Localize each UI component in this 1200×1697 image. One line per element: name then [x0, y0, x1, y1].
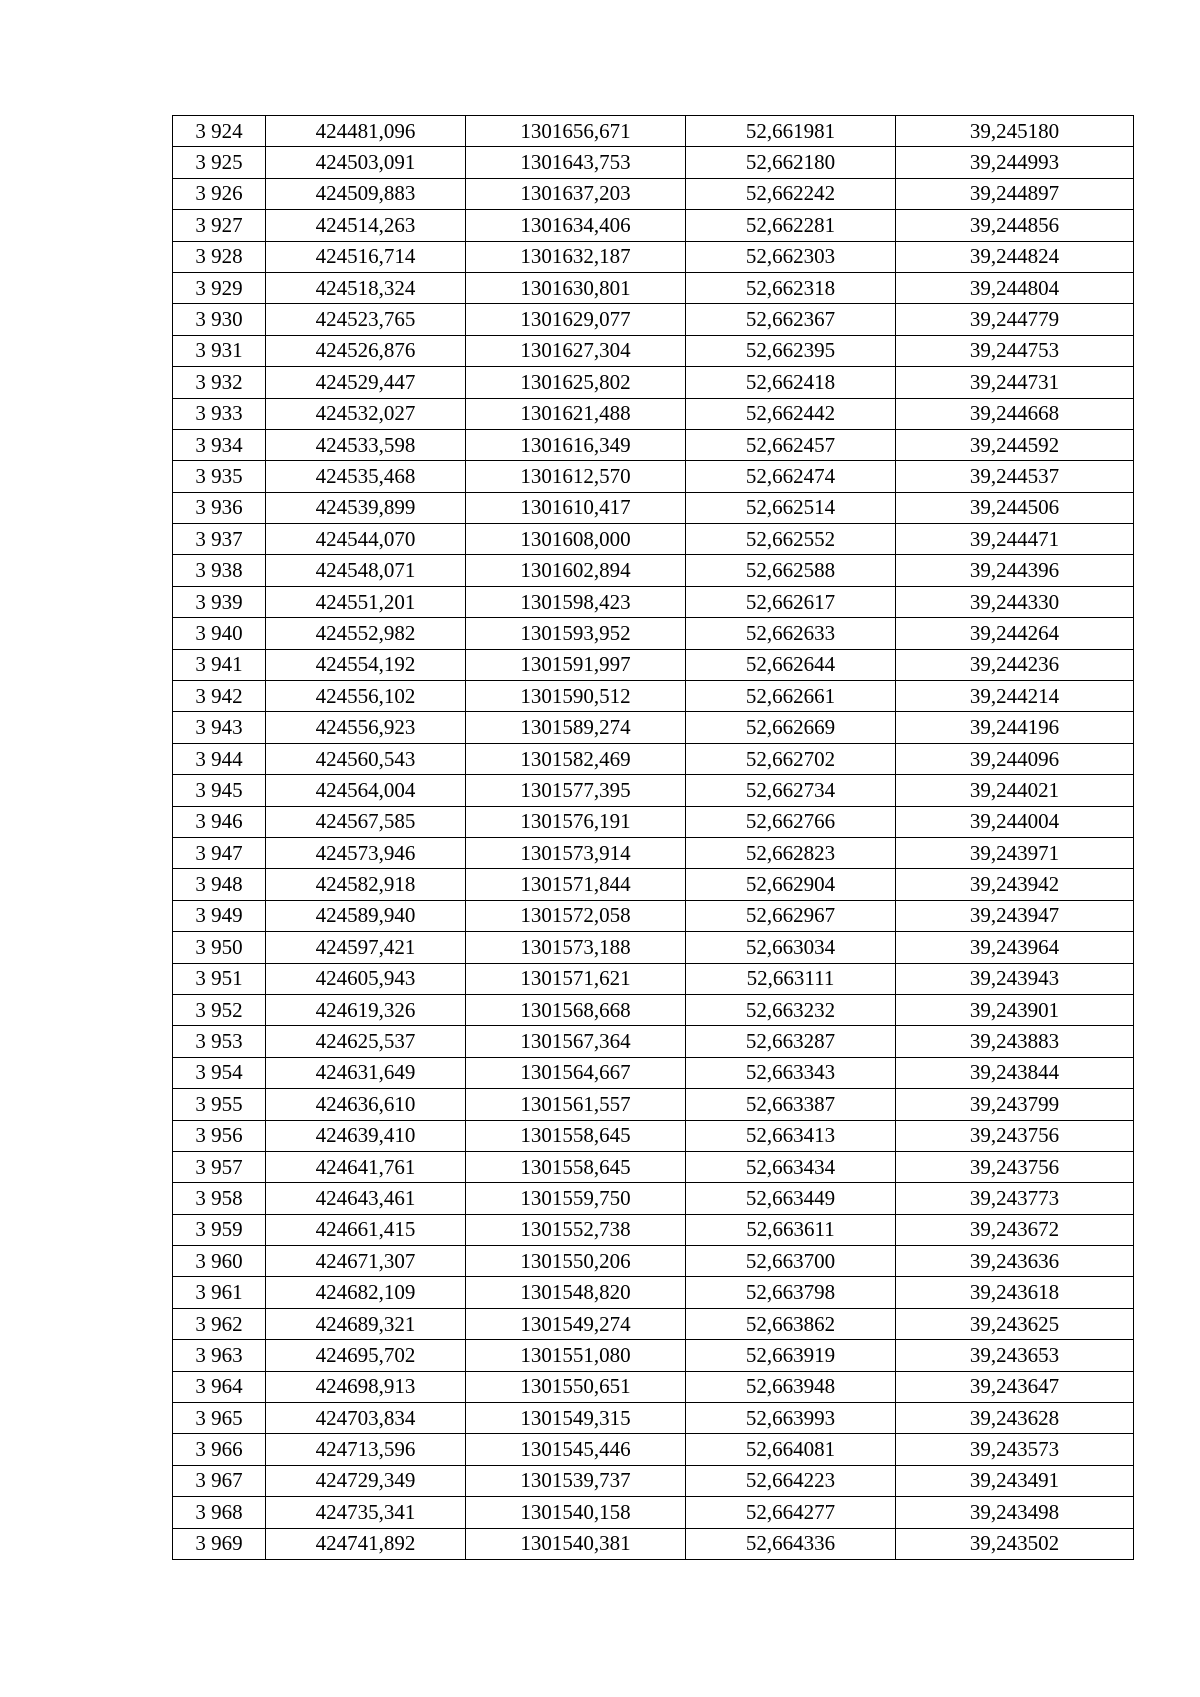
- point-number-cell: 3 959: [173, 1214, 266, 1245]
- y-coordinate-cell: 1301564,667: [466, 1057, 686, 1088]
- y-coordinate-cell: 1301549,274: [466, 1308, 686, 1339]
- latitude-cell: 52,663287: [686, 1026, 896, 1057]
- latitude-cell: 52,662395: [686, 335, 896, 366]
- point-number-cell: 3 947: [173, 837, 266, 868]
- latitude-cell: 52,662303: [686, 241, 896, 272]
- x-coordinate-cell: 424532,027: [266, 398, 466, 429]
- point-number-cell: 3 942: [173, 681, 266, 712]
- point-number-cell: 3 946: [173, 806, 266, 837]
- y-coordinate-cell: 1301576,191: [466, 806, 686, 837]
- longitude-cell: 39,243901: [896, 994, 1134, 1025]
- point-number-cell: 3 939: [173, 586, 266, 617]
- latitude-cell: 52,663413: [686, 1120, 896, 1151]
- x-coordinate-cell: 424548,071: [266, 555, 466, 586]
- x-coordinate-cell: 424514,263: [266, 210, 466, 241]
- longitude-cell: 39,244779: [896, 304, 1134, 335]
- longitude-cell: 39,244592: [896, 429, 1134, 460]
- y-coordinate-cell: 1301610,417: [466, 492, 686, 523]
- longitude-cell: 39,243756: [896, 1151, 1134, 1182]
- x-coordinate-cell: 424671,307: [266, 1246, 466, 1277]
- x-coordinate-cell: 424597,421: [266, 932, 466, 963]
- table-row: [173, 743, 1134, 774]
- longitude-cell: 39,243942: [896, 869, 1134, 900]
- point-number-cell: 3 951: [173, 963, 266, 994]
- longitude-cell: 39,243502: [896, 1528, 1134, 1559]
- table-row: [173, 712, 1134, 743]
- table-row: [173, 681, 1134, 712]
- x-coordinate-cell: 424560,543: [266, 743, 466, 774]
- x-coordinate-cell: 424631,649: [266, 1057, 466, 1088]
- table-row: [173, 1340, 1134, 1371]
- latitude-cell: 52,663434: [686, 1151, 896, 1182]
- table-row: [173, 1528, 1134, 1559]
- latitude-cell: 52,662633: [686, 618, 896, 649]
- coordinates-table-body: [173, 116, 1134, 1560]
- table-row: [173, 272, 1134, 303]
- x-coordinate-cell: 424556,102: [266, 681, 466, 712]
- point-number-cell: 3 936: [173, 492, 266, 523]
- y-coordinate-cell: 1301629,077: [466, 304, 686, 335]
- y-coordinate-cell: 1301593,952: [466, 618, 686, 649]
- x-coordinate-cell: 424567,585: [266, 806, 466, 837]
- y-coordinate-cell: 1301621,488: [466, 398, 686, 429]
- point-number-cell: 3 965: [173, 1403, 266, 1434]
- x-coordinate-cell: 424552,982: [266, 618, 466, 649]
- x-coordinate-cell: 424619,326: [266, 994, 466, 1025]
- point-number-cell: 3 961: [173, 1277, 266, 1308]
- table-row: [173, 994, 1134, 1025]
- point-number-cell: 3 966: [173, 1434, 266, 1465]
- longitude-cell: 39,245180: [896, 116, 1134, 147]
- y-coordinate-cell: 1301552,738: [466, 1214, 686, 1245]
- x-coordinate-cell: 424544,070: [266, 524, 466, 555]
- latitude-cell: 52,662180: [686, 147, 896, 178]
- longitude-cell: 39,243653: [896, 1340, 1134, 1371]
- x-coordinate-cell: 424533,598: [266, 429, 466, 460]
- y-coordinate-cell: 1301612,570: [466, 461, 686, 492]
- x-coordinate-cell: 424503,091: [266, 147, 466, 178]
- point-number-cell: 3 935: [173, 461, 266, 492]
- y-coordinate-cell: 1301602,894: [466, 555, 686, 586]
- x-coordinate-cell: 424554,192: [266, 649, 466, 680]
- table-row: [173, 524, 1134, 555]
- table-row: [173, 932, 1134, 963]
- latitude-cell: 52,663034: [686, 932, 896, 963]
- x-coordinate-cell: 424661,415: [266, 1214, 466, 1245]
- point-number-cell: 3 928: [173, 241, 266, 272]
- table-row: [173, 178, 1134, 209]
- longitude-cell: 39,244004: [896, 806, 1134, 837]
- point-number-cell: 3 945: [173, 775, 266, 806]
- latitude-cell: 52,663343: [686, 1057, 896, 1088]
- point-number-cell: 3 969: [173, 1528, 266, 1559]
- latitude-cell: 52,662702: [686, 743, 896, 774]
- y-coordinate-cell: 1301625,802: [466, 367, 686, 398]
- table-row: [173, 1308, 1134, 1339]
- x-coordinate-cell: 424698,913: [266, 1371, 466, 1402]
- x-coordinate-cell: 424703,834: [266, 1403, 466, 1434]
- y-coordinate-cell: 1301559,750: [466, 1183, 686, 1214]
- longitude-cell: 39,244021: [896, 775, 1134, 806]
- latitude-cell: 52,663948: [686, 1371, 896, 1402]
- table-row: [173, 335, 1134, 366]
- y-coordinate-cell: 1301558,645: [466, 1151, 686, 1182]
- x-coordinate-cell: 424529,447: [266, 367, 466, 398]
- point-number-cell: 3 930: [173, 304, 266, 335]
- longitude-cell: 39,244264: [896, 618, 1134, 649]
- x-coordinate-cell: 424526,876: [266, 335, 466, 366]
- latitude-cell: 52,662661: [686, 681, 896, 712]
- y-coordinate-cell: 1301590,512: [466, 681, 686, 712]
- longitude-cell: 39,243844: [896, 1057, 1134, 1088]
- point-number-cell: 3 940: [173, 618, 266, 649]
- y-coordinate-cell: 1301571,844: [466, 869, 686, 900]
- longitude-cell: 39,243636: [896, 1246, 1134, 1277]
- y-coordinate-cell: 1301582,469: [466, 743, 686, 774]
- latitude-cell: 52,662904: [686, 869, 896, 900]
- latitude-cell: 52,663232: [686, 994, 896, 1025]
- table-row: [173, 1434, 1134, 1465]
- longitude-cell: 39,244731: [896, 367, 1134, 398]
- latitude-cell: 52,662766: [686, 806, 896, 837]
- latitude-cell: 52,662669: [686, 712, 896, 743]
- longitude-cell: 39,244096: [896, 743, 1134, 774]
- table-row: [173, 586, 1134, 617]
- y-coordinate-cell: 1301550,206: [466, 1246, 686, 1277]
- y-coordinate-cell: 1301561,557: [466, 1089, 686, 1120]
- x-coordinate-cell: 424523,765: [266, 304, 466, 335]
- x-coordinate-cell: 424741,892: [266, 1528, 466, 1559]
- latitude-cell: 52,663611: [686, 1214, 896, 1245]
- latitude-cell: 52,662734: [686, 775, 896, 806]
- table-row: [173, 1089, 1134, 1120]
- y-coordinate-cell: 1301630,801: [466, 272, 686, 303]
- longitude-cell: 39,243625: [896, 1308, 1134, 1339]
- table-row: [173, 1151, 1134, 1182]
- x-coordinate-cell: 424689,321: [266, 1308, 466, 1339]
- table-row: [173, 775, 1134, 806]
- table-row: [173, 367, 1134, 398]
- latitude-cell: 52,663862: [686, 1308, 896, 1339]
- y-coordinate-cell: 1301571,621: [466, 963, 686, 994]
- x-coordinate-cell: 424641,761: [266, 1151, 466, 1182]
- longitude-cell: 39,244214: [896, 681, 1134, 712]
- latitude-cell: 52,662318: [686, 272, 896, 303]
- point-number-cell: 3 958: [173, 1183, 266, 1214]
- latitude-cell: 52,662967: [686, 900, 896, 931]
- latitude-cell: 52,662588: [686, 555, 896, 586]
- y-coordinate-cell: 1301549,315: [466, 1403, 686, 1434]
- point-number-cell: 3 925: [173, 147, 266, 178]
- point-number-cell: 3 963: [173, 1340, 266, 1371]
- y-coordinate-cell: 1301591,997: [466, 649, 686, 680]
- longitude-cell: 39,244897: [896, 178, 1134, 209]
- y-coordinate-cell: 1301548,820: [466, 1277, 686, 1308]
- x-coordinate-cell: 424564,004: [266, 775, 466, 806]
- table-row: [173, 963, 1134, 994]
- longitude-cell: 39,244330: [896, 586, 1134, 617]
- longitude-cell: 39,244537: [896, 461, 1134, 492]
- latitude-cell: 52,663111: [686, 963, 896, 994]
- point-number-cell: 3 937: [173, 524, 266, 555]
- latitude-cell: 52,662242: [686, 178, 896, 209]
- longitude-cell: 39,243756: [896, 1120, 1134, 1151]
- table-row: [173, 1403, 1134, 1434]
- point-number-cell: 3 953: [173, 1026, 266, 1057]
- latitude-cell: 52,663387: [686, 1089, 896, 1120]
- longitude-cell: 39,243799: [896, 1089, 1134, 1120]
- latitude-cell: 52,664336: [686, 1528, 896, 1559]
- table-row: [173, 1371, 1134, 1402]
- longitude-cell: 39,243943: [896, 963, 1134, 994]
- table-row: [173, 1465, 1134, 1496]
- longitude-cell: 39,243964: [896, 932, 1134, 963]
- y-coordinate-cell: 1301545,446: [466, 1434, 686, 1465]
- x-coordinate-cell: 424639,410: [266, 1120, 466, 1151]
- table-row: [173, 147, 1134, 178]
- y-coordinate-cell: 1301656,671: [466, 116, 686, 147]
- point-number-cell: 3 968: [173, 1497, 266, 1528]
- latitude-cell: 52,663700: [686, 1246, 896, 1277]
- point-number-cell: 3 924: [173, 116, 266, 147]
- table-row: [173, 618, 1134, 649]
- longitude-cell: 39,243647: [896, 1371, 1134, 1402]
- y-coordinate-cell: 1301567,364: [466, 1026, 686, 1057]
- table-row: [173, 1214, 1134, 1245]
- y-coordinate-cell: 1301643,753: [466, 147, 686, 178]
- latitude-cell: 52,662442: [686, 398, 896, 429]
- latitude-cell: 52,661981: [686, 116, 896, 147]
- y-coordinate-cell: 1301573,914: [466, 837, 686, 868]
- table-row: [173, 1120, 1134, 1151]
- x-coordinate-cell: 424535,468: [266, 461, 466, 492]
- table-row: [173, 900, 1134, 931]
- latitude-cell: 52,662281: [686, 210, 896, 241]
- table-row: [173, 649, 1134, 680]
- longitude-cell: 39,244668: [896, 398, 1134, 429]
- longitude-cell: 39,244236: [896, 649, 1134, 680]
- table-row: [173, 461, 1134, 492]
- table-row: [173, 210, 1134, 241]
- y-coordinate-cell: 1301627,304: [466, 335, 686, 366]
- longitude-cell: 39,243618: [896, 1277, 1134, 1308]
- point-number-cell: 3 933: [173, 398, 266, 429]
- point-number-cell: 3 938: [173, 555, 266, 586]
- x-coordinate-cell: 424682,109: [266, 1277, 466, 1308]
- point-number-cell: 3 949: [173, 900, 266, 931]
- table-row: [173, 806, 1134, 837]
- point-number-cell: 3 934: [173, 429, 266, 460]
- point-number-cell: 3 954: [173, 1057, 266, 1088]
- x-coordinate-cell: 424539,899: [266, 492, 466, 523]
- point-number-cell: 3 952: [173, 994, 266, 1025]
- x-coordinate-cell: 424551,201: [266, 586, 466, 617]
- longitude-cell: 39,243491: [896, 1465, 1134, 1496]
- x-coordinate-cell: 424516,714: [266, 241, 466, 272]
- longitude-cell: 39,244856: [896, 210, 1134, 241]
- point-number-cell: 3 926: [173, 178, 266, 209]
- latitude-cell: 52,664277: [686, 1497, 896, 1528]
- longitude-cell: 39,244196: [896, 712, 1134, 743]
- point-number-cell: 3 955: [173, 1089, 266, 1120]
- longitude-cell: 39,243672: [896, 1214, 1134, 1245]
- longitude-cell: 39,244824: [896, 241, 1134, 272]
- x-coordinate-cell: 424518,324: [266, 272, 466, 303]
- latitude-cell: 52,663993: [686, 1403, 896, 1434]
- longitude-cell: 39,244753: [896, 335, 1134, 366]
- table-row: [173, 241, 1134, 272]
- latitude-cell: 52,664081: [686, 1434, 896, 1465]
- table-row: [173, 1277, 1134, 1308]
- point-number-cell: 3 960: [173, 1246, 266, 1277]
- longitude-cell: 39,243498: [896, 1497, 1134, 1528]
- latitude-cell: 52,663919: [686, 1340, 896, 1371]
- longitude-cell: 39,244993: [896, 147, 1134, 178]
- x-coordinate-cell: 424625,537: [266, 1026, 466, 1057]
- y-coordinate-cell: 1301540,158: [466, 1497, 686, 1528]
- longitude-cell: 39,243947: [896, 900, 1134, 931]
- y-coordinate-cell: 1301540,381: [466, 1528, 686, 1559]
- latitude-cell: 52,662823: [686, 837, 896, 868]
- latitude-cell: 52,662552: [686, 524, 896, 555]
- y-coordinate-cell: 1301573,188: [466, 932, 686, 963]
- coordinates-table: [172, 115, 1134, 1560]
- longitude-cell: 39,244471: [896, 524, 1134, 555]
- y-coordinate-cell: 1301634,406: [466, 210, 686, 241]
- longitude-cell: 39,243971: [896, 837, 1134, 868]
- table-row: [173, 398, 1134, 429]
- latitude-cell: 52,662644: [686, 649, 896, 680]
- y-coordinate-cell: 1301608,000: [466, 524, 686, 555]
- y-coordinate-cell: 1301539,737: [466, 1465, 686, 1496]
- point-number-cell: 3 931: [173, 335, 266, 366]
- latitude-cell: 52,662617: [686, 586, 896, 617]
- longitude-cell: 39,243773: [896, 1183, 1134, 1214]
- y-coordinate-cell: 1301598,423: [466, 586, 686, 617]
- y-coordinate-cell: 1301572,058: [466, 900, 686, 931]
- point-number-cell: 3 956: [173, 1120, 266, 1151]
- point-number-cell: 3 967: [173, 1465, 266, 1496]
- x-coordinate-cell: 424735,341: [266, 1497, 466, 1528]
- point-number-cell: 3 941: [173, 649, 266, 680]
- y-coordinate-cell: 1301637,203: [466, 178, 686, 209]
- point-number-cell: 3 932: [173, 367, 266, 398]
- x-coordinate-cell: 424481,096: [266, 116, 466, 147]
- longitude-cell: 39,244506: [896, 492, 1134, 523]
- longitude-cell: 39,244804: [896, 272, 1134, 303]
- y-coordinate-cell: 1301632,187: [466, 241, 686, 272]
- point-number-cell: 3 929: [173, 272, 266, 303]
- latitude-cell: 52,662367: [686, 304, 896, 335]
- x-coordinate-cell: 424589,940: [266, 900, 466, 931]
- x-coordinate-cell: 424636,610: [266, 1089, 466, 1120]
- latitude-cell: 52,662457: [686, 429, 896, 460]
- y-coordinate-cell: 1301558,645: [466, 1120, 686, 1151]
- x-coordinate-cell: 424573,946: [266, 837, 466, 868]
- point-number-cell: 3 962: [173, 1308, 266, 1339]
- point-number-cell: 3 944: [173, 743, 266, 774]
- x-coordinate-cell: 424695,702: [266, 1340, 466, 1371]
- table-row: [173, 555, 1134, 586]
- longitude-cell: 39,243883: [896, 1026, 1134, 1057]
- y-coordinate-cell: 1301589,274: [466, 712, 686, 743]
- table-row: [173, 1497, 1134, 1528]
- longitude-cell: 39,243573: [896, 1434, 1134, 1465]
- point-number-cell: 3 957: [173, 1151, 266, 1182]
- latitude-cell: 52,663798: [686, 1277, 896, 1308]
- point-number-cell: 3 950: [173, 932, 266, 963]
- latitude-cell: 52,662514: [686, 492, 896, 523]
- latitude-cell: 52,662474: [686, 461, 896, 492]
- x-coordinate-cell: 424556,923: [266, 712, 466, 743]
- y-coordinate-cell: 1301616,349: [466, 429, 686, 460]
- x-coordinate-cell: 424605,943: [266, 963, 466, 994]
- longitude-cell: 39,243628: [896, 1403, 1134, 1434]
- point-number-cell: 3 927: [173, 210, 266, 241]
- table-row: [173, 1057, 1134, 1088]
- point-number-cell: 3 948: [173, 869, 266, 900]
- x-coordinate-cell: 424582,918: [266, 869, 466, 900]
- table-row: [173, 1183, 1134, 1214]
- x-coordinate-cell: 424509,883: [266, 178, 466, 209]
- point-number-cell: 3 964: [173, 1371, 266, 1402]
- x-coordinate-cell: 424729,349: [266, 1465, 466, 1496]
- latitude-cell: 52,662418: [686, 367, 896, 398]
- y-coordinate-cell: 1301550,651: [466, 1371, 686, 1402]
- latitude-cell: 52,663449: [686, 1183, 896, 1214]
- point-number-cell: 3 943: [173, 712, 266, 743]
- table-row: [173, 304, 1134, 335]
- table-row: [173, 1246, 1134, 1277]
- y-coordinate-cell: 1301577,395: [466, 775, 686, 806]
- table-row: [173, 869, 1134, 900]
- table-row: [173, 1026, 1134, 1057]
- table-row: [173, 429, 1134, 460]
- table-row: [173, 837, 1134, 868]
- y-coordinate-cell: 1301551,080: [466, 1340, 686, 1371]
- table-row: [173, 492, 1134, 523]
- table-row: [173, 116, 1134, 147]
- latitude-cell: 52,664223: [686, 1465, 896, 1496]
- x-coordinate-cell: 424713,596: [266, 1434, 466, 1465]
- y-coordinate-cell: 1301568,668: [466, 994, 686, 1025]
- longitude-cell: 39,244396: [896, 555, 1134, 586]
- x-coordinate-cell: 424643,461: [266, 1183, 466, 1214]
